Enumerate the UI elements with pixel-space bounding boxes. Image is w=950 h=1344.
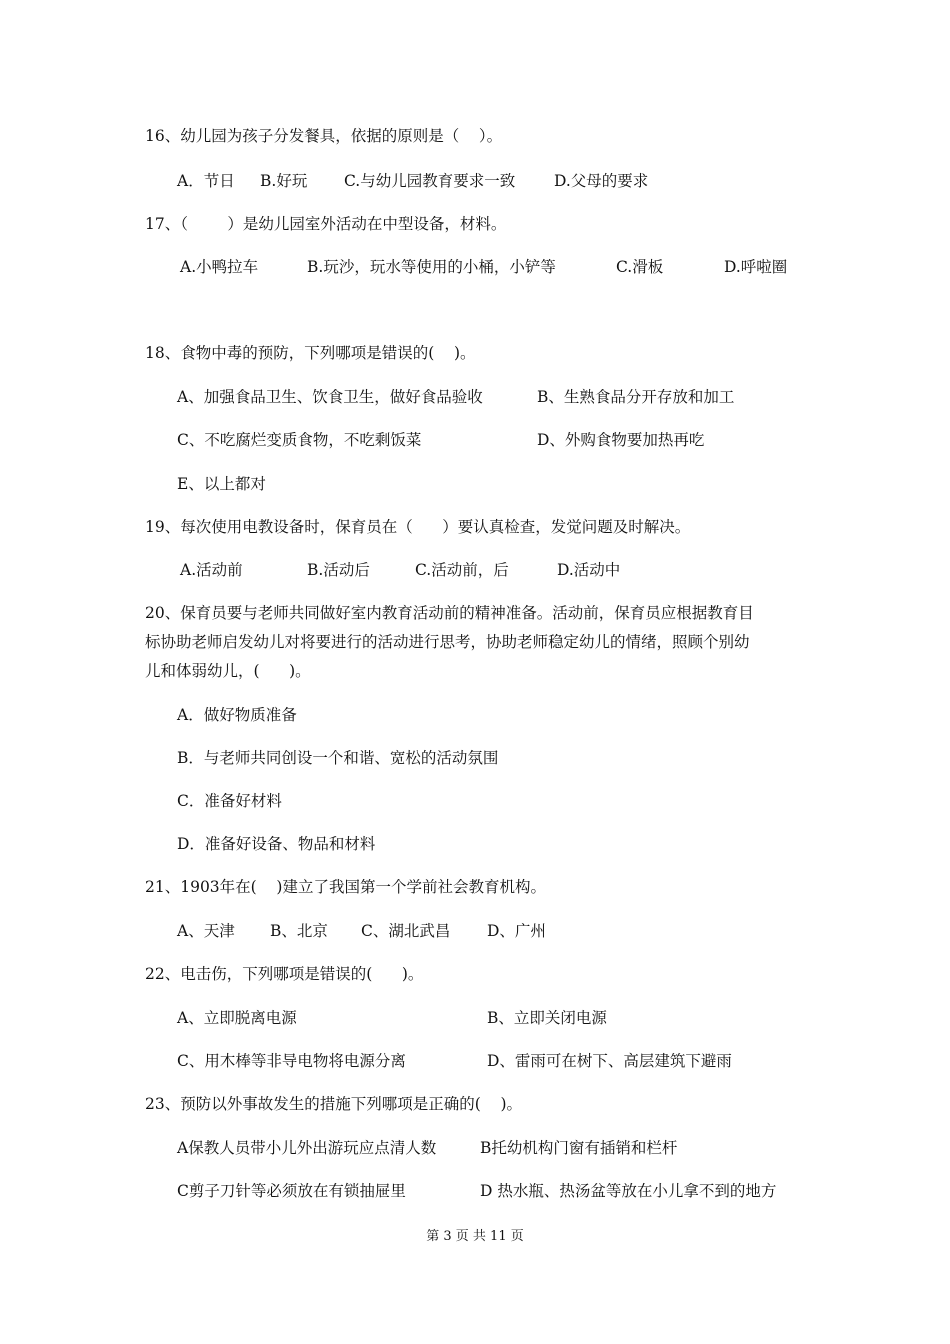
q21-option-d: D、广州: [487, 922, 546, 940]
q19-option-a: A.活动前: [180, 561, 243, 579]
q16-option-d: D.父母的要求: [554, 172, 649, 190]
page-number-footer: 第 3 页 共 11 页: [426, 1229, 524, 1244]
q22-option-c: C、用木棒等非导电物将电源分离: [177, 1052, 406, 1070]
q21-option-c: C、湖北武昌: [361, 922, 451, 940]
q18-option-d: D、外购食物要加热再吃: [537, 431, 705, 449]
q21-option-b: B、北京: [270, 922, 328, 940]
q16-option-b: B.好玩: [260, 172, 308, 190]
question-18-stem: 18、食物中毒的预防，下列哪项是错误的( )。: [145, 344, 476, 362]
q20-option-b: B．与老师共同创设一个和谐、宽松的活动氛围: [177, 749, 499, 767]
q17-option-c: C.滑板: [616, 258, 664, 276]
q23-option-c: C剪子刀针等必须放在有锁抽屉里: [177, 1182, 406, 1200]
q17-option-b: B.玩沙，玩水等使用的小桶，小铲等: [307, 258, 556, 276]
q16-option-c: C.与幼儿园教育要求一致: [344, 172, 516, 190]
question-20-stem-line-3: 儿和体弱幼儿，( )。: [145, 662, 311, 680]
q19-option-c: C.活动前，后: [415, 561, 509, 579]
q20-option-a: A．做好物质准备: [177, 706, 297, 724]
question-20-stem-line-2: 标协助老师启发幼儿对将要进行的活动进行思考，协助老师稳定幼儿的情绪，照顾个别幼: [145, 633, 750, 651]
question-16-stem: 16、幼儿园为孩子分发餐具，依据的原则是（ ）。: [145, 127, 503, 145]
question-22-stem: 22、电击伤，下列哪项是错误的( )。: [145, 965, 424, 983]
q17-option-d: D.呼啦圈: [724, 258, 788, 276]
q20-option-d: D．准备好设备、物品和材料: [177, 835, 376, 853]
question-23-stem: 23、预防以外事故发生的措施下列哪项是正确的( )。: [145, 1095, 523, 1113]
q23-option-d: D 热水瓶、热汤盆等放在小儿拿不到的地方: [480, 1182, 777, 1200]
q22-option-b: B、立即关闭电源: [487, 1009, 607, 1027]
q17-option-a: A.小鸭拉车: [180, 258, 259, 276]
q18-option-e: E、以上都对: [177, 475, 266, 493]
q23-option-a: A保教人员带小儿外出游玩应点清人数: [177, 1139, 437, 1157]
q21-option-a: A、天津: [177, 922, 235, 940]
q16-option-a: A．节日: [177, 172, 235, 190]
q18-option-a: A、加强食品卫生、饮食卫生，做好食品验收: [177, 388, 483, 406]
question-17-stem: 17、（ ）是幼儿园室外活动在中型设备，材料。: [145, 215, 507, 233]
q18-option-b: B、生熟食品分开存放和加工: [537, 388, 735, 406]
q22-option-a: A、立即脱离电源: [177, 1009, 297, 1027]
question-19-stem: 19、每次使用电教设备时，保育员在（ ）要认真检查，发觉问题及时解决。: [145, 518, 691, 536]
question-21-stem: 21、1903年在( )建立了我国第一个学前社会教育机构。: [145, 878, 546, 896]
q19-option-b: B.活动后: [307, 561, 370, 579]
question-20-stem-line-1: 20、保育员要与老师共同做好室内教育活动前的精神准备。活动前，保育员应根据教育目: [145, 604, 754, 622]
q18-option-c: C、不吃腐烂变质食物，不吃剩饭菜: [177, 431, 422, 449]
q20-option-c: C．准备好材料: [177, 792, 282, 810]
q23-option-b: B托幼机构门窗有插销和栏杆: [480, 1139, 678, 1157]
q22-option-d: D、雷雨可在树下、高层建筑下避雨: [487, 1052, 732, 1070]
q19-option-d: D.活动中: [557, 561, 621, 579]
